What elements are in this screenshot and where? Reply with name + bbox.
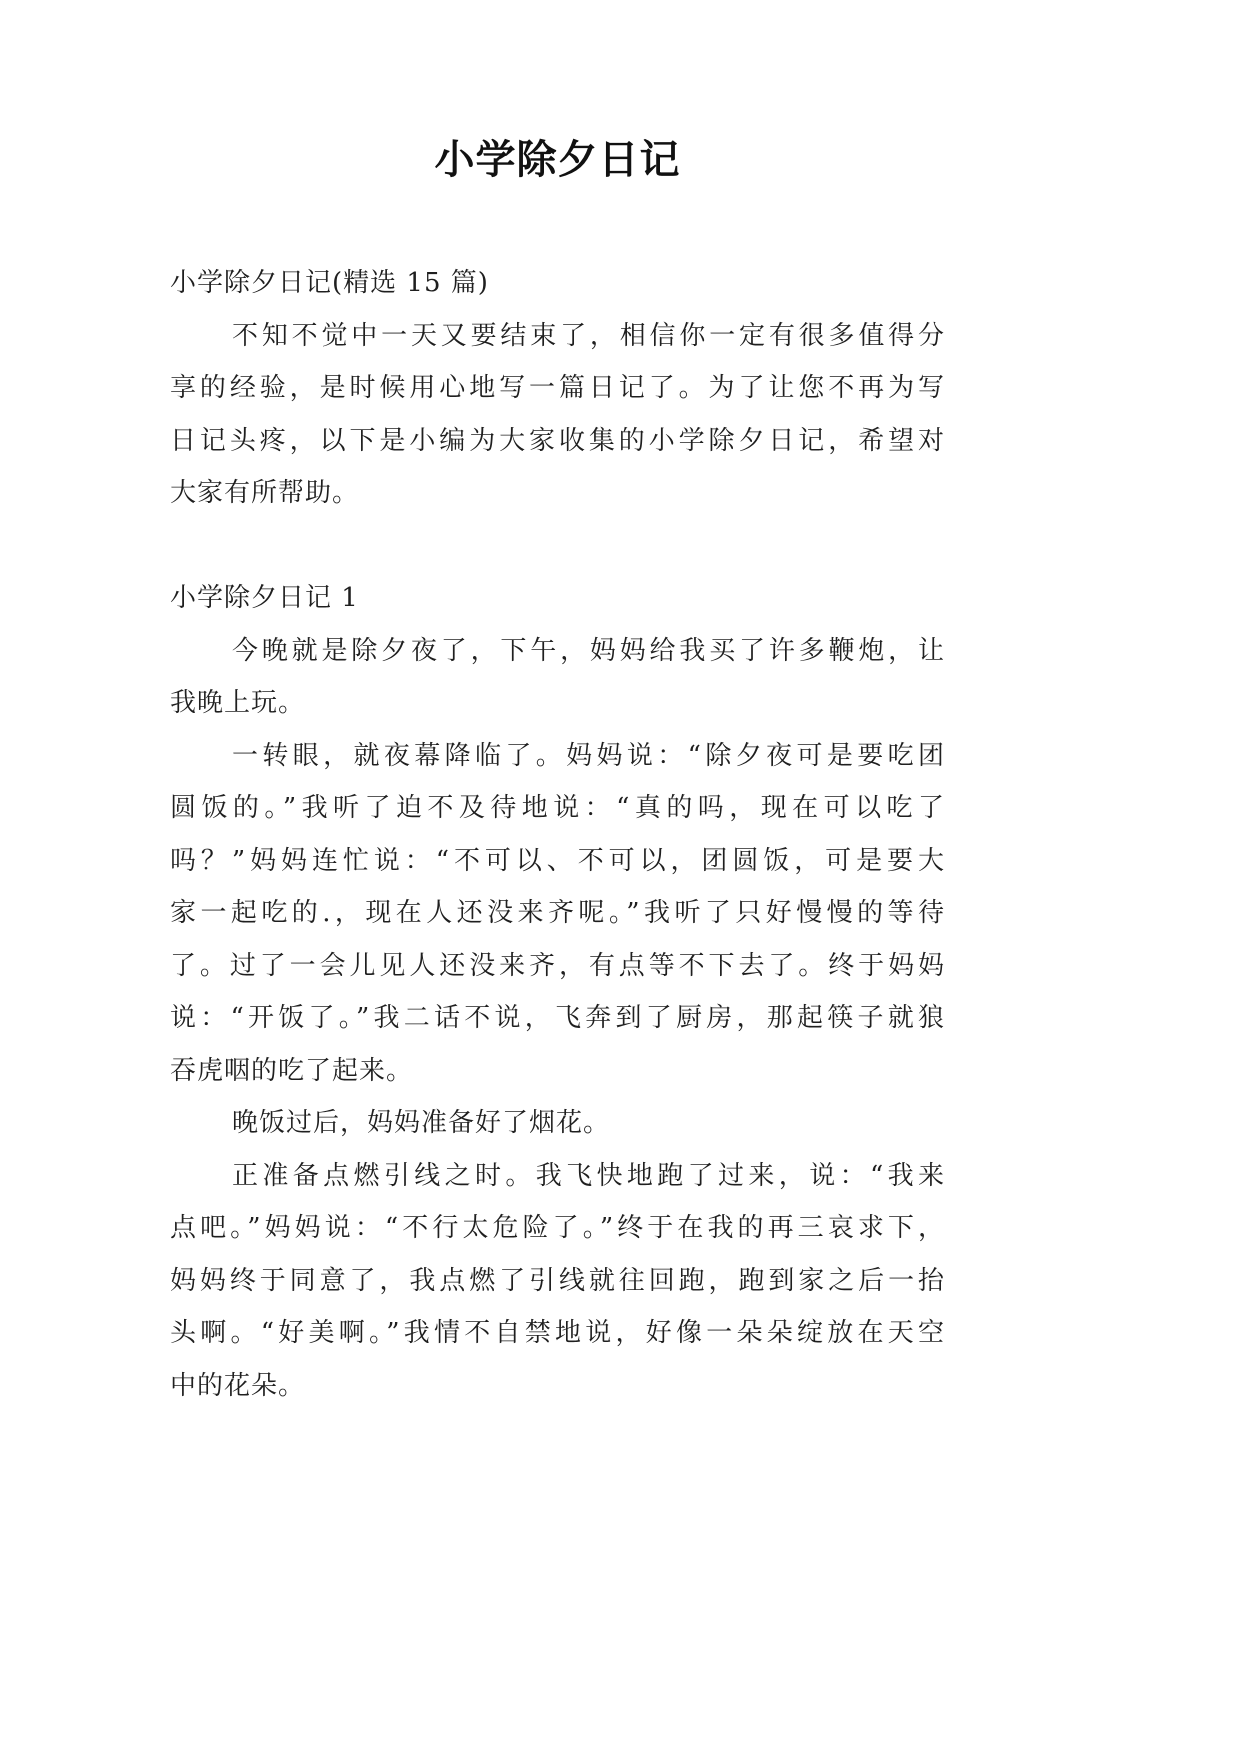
- text-line: 圆饭的。”我听了迫不及待地说：“真的吗，现在可以吃了: [170, 793, 945, 823]
- blank-line: [170, 520, 945, 573]
- paragraph: [170, 730, 945, 1098]
- text-line: 中的花朵。: [170, 1370, 306, 1401]
- document-subtitle: 小学除夕日记(精选 15 篇): [170, 268, 489, 298]
- text-line: 享的经验，是时候用心地写一篇日记了。为了让您不再为写: [170, 373, 945, 403]
- text-line: 吗？”妈妈连忙说：“不可以、不可以，团圆饭，可是要大: [170, 845, 945, 876]
- text-line: 大家有所帮助。: [170, 478, 360, 508]
- text-line: 妈妈终于同意了，我点燃了引线就往回跑，跑到家之后一抬: [170, 1265, 945, 1296]
- text-line: 说：“开饭了。”我二话不说，飞奔到了厨房，那起筷子就狼: [170, 1003, 945, 1033]
- text-line: 头啊。“好美啊。”我情不自禁地说，好像一朵朵绽放在天空: [170, 1318, 945, 1348]
- intro-paragraph: [170, 310, 945, 520]
- text-line: 日记头疼，以下是小编为大家收集的小学除夕日记，希望对: [170, 425, 945, 456]
- paragraph: [170, 625, 945, 730]
- text-line: 不知不觉中一天又要结束了，相信你一定有很多值得分: [232, 320, 945, 351]
- paragraph: [170, 1150, 945, 1413]
- text-line: 吞虎咽的吃了起来。: [170, 1055, 414, 1086]
- text-line: 一转眼，就夜幕降临了。妈妈说：“除夕夜可是要吃团: [232, 740, 945, 771]
- text-line: 了。过了一会儿见人还没来齐，有点等不下去了。终于妈妈: [170, 950, 945, 981]
- text-line: 点吧。”妈妈说：“不行太危险了。”终于在我的再三哀求下，: [170, 1213, 945, 1243]
- text-line: 我晚上玩。: [170, 688, 306, 718]
- section-heading: 小学除夕日记 1: [170, 583, 359, 613]
- document-body: [170, 257, 945, 1412]
- paragraph: [170, 1097, 945, 1150]
- text-line: 今晚就是除夕夜了，下午，妈妈给我买了许多鞭炮，让: [232, 635, 945, 666]
- text-line: 家一起吃的.，现在人还没来齐呢。”我听了只好慢慢的等待: [170, 898, 945, 928]
- text-line: 晚饭过后，妈妈准备好了烟花。: [232, 1108, 611, 1138]
- document-title: 小学除夕日记: [434, 137, 681, 183]
- text-line: 正准备点燃引线之时。我飞快地跑了过来，说：“我来: [232, 1160, 945, 1191]
